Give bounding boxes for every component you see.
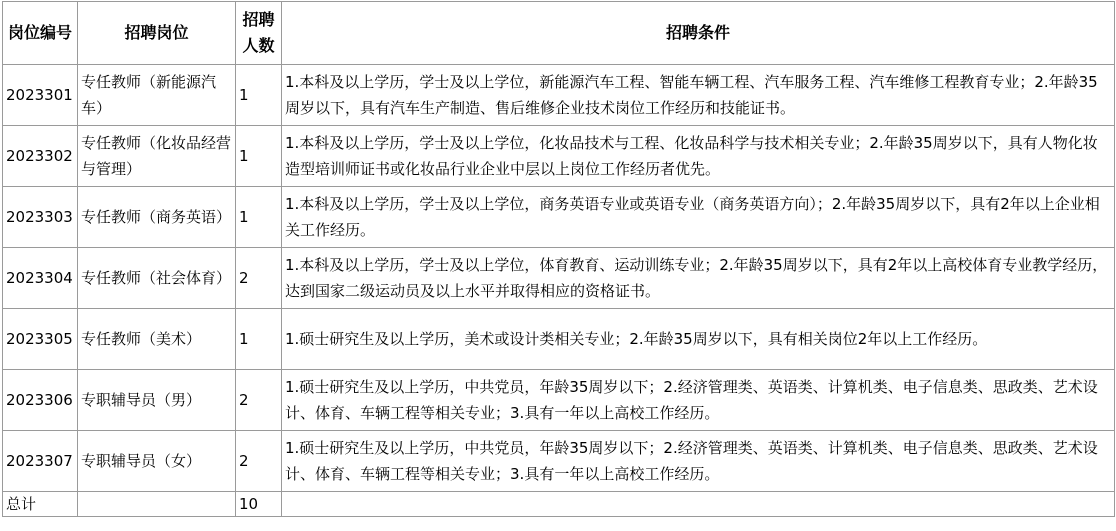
header-position-id: 岗位编号	[3, 2, 78, 65]
requirements: 1.本科及以上学历，学士及以上学位，商务英语专业或英语专业（商务英语方向）；2.年龄35周岁以下，具有2年以上企业相关工作经历。	[282, 187, 1115, 248]
total-empty-cell	[78, 492, 236, 517]
requirements: 1.本科及以上学历，学士及以上学位，化妆品技术与工程、化妆品科学与技术相关专业；2.年龄35周岁以下，具有人物化妆造型培训师证书或化妆品行业企业中层以上岗位工作经历者优先。	[282, 126, 1115, 187]
position-id: 2023303	[3, 187, 78, 248]
total-count: 10	[236, 492, 282, 517]
position-id: 2023304	[3, 248, 78, 309]
position-name: 专任教师（化妆品经营与管理）	[78, 126, 236, 187]
hire-count: 1	[236, 309, 282, 370]
total-empty-cell	[282, 492, 1115, 517]
requirements: 1.硕士研究生及以上学历，美术或设计类相关专业；2.年龄35周岁以下，具有相关岗位2年以上工作经历。	[282, 309, 1115, 370]
total-row	[3, 492, 1115, 517]
header-hire-count: 招聘人数	[236, 2, 282, 65]
table-row	[3, 65, 1115, 126]
requirements: 1.本科及以上学历，学士及以上学位，体育教育、运动训练专业；2.年龄35周岁以下，具有2年以上高校体育专业教学经历，达到国家二级运动员及以上水平并取得相应的资格证书。	[282, 248, 1115, 309]
position-id: 2023305	[3, 309, 78, 370]
position-id: 2023302	[3, 126, 78, 187]
position-id: 2023306	[3, 370, 78, 431]
hire-count: 1	[236, 65, 282, 126]
table-row	[3, 309, 1115, 370]
requirements: 1.硕士研究生及以上学历，中共党员，年龄35周岁以下；2.经济管理类、英语类、计算机类、电子信息类、思政类、艺术设计、体育、车辆工程等相关专业；3.具有一年以上高校工作经历。	[282, 370, 1115, 431]
table-row	[3, 370, 1115, 431]
total-label: 总计	[3, 492, 78, 517]
position-name: 专职辅导员（女）	[78, 431, 236, 492]
hire-count: 2	[236, 431, 282, 492]
header-requirements: 招聘条件	[282, 2, 1115, 65]
header-row	[3, 2, 1115, 65]
recruitment-table	[2, 1, 1115, 517]
position-name: 专任教师（美术）	[78, 309, 236, 370]
requirements: 1.本科及以上学历，学士及以上学位，新能源汽车工程、智能车辆工程、汽车服务工程、汽车维修工程教育专业；2.年龄35周岁以下，具有汽车生产制造、售后维修企业技术岗位工作经历和技能证书。	[282, 65, 1115, 126]
position-id: 2023307	[3, 431, 78, 492]
header-position-name: 招聘岗位	[78, 2, 236, 65]
hire-count: 1	[236, 187, 282, 248]
position-name: 专任教师（商务英语）	[78, 187, 236, 248]
position-name: 专职辅导员（男）	[78, 370, 236, 431]
position-id: 2023301	[3, 65, 78, 126]
requirements: 1.硕士研究生及以上学历，中共党员，年龄35周岁以下；2.经济管理类、英语类、计算机类、电子信息类、思政类、艺术设计、体育、车辆工程等相关专业；3.具有一年以上高校工作经历。	[282, 431, 1115, 492]
hire-count: 1	[236, 126, 282, 187]
table-row	[3, 248, 1115, 309]
table-row	[3, 187, 1115, 248]
hire-count: 2	[236, 370, 282, 431]
position-name: 专任教师（社会体育）	[78, 248, 236, 309]
position-name: 专任教师（新能源汽车）	[78, 65, 236, 126]
table-row	[3, 126, 1115, 187]
hire-count: 2	[236, 248, 282, 309]
table-row	[3, 431, 1115, 492]
